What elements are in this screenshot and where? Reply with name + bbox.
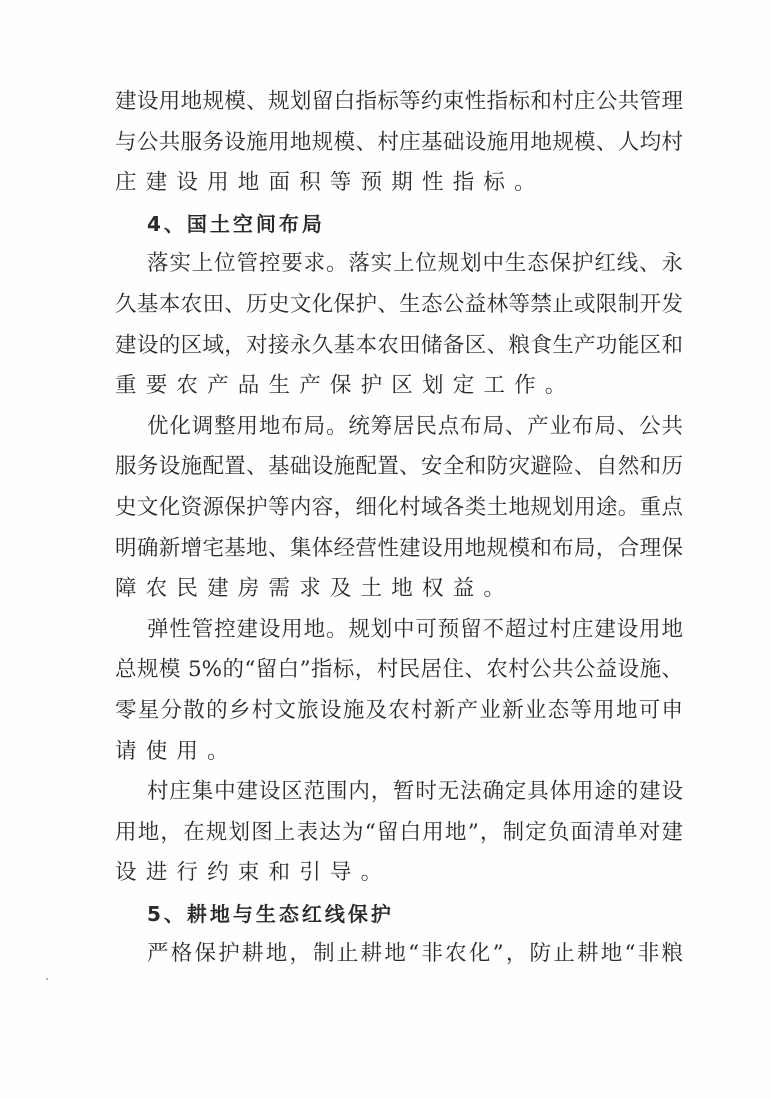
paragraph-line: 重要农产品生产保护区划定工作。 bbox=[115, 373, 576, 399]
paragraph-line: 优化调整用地布局。统筹居民点布局、产业布局、公共 bbox=[147, 413, 683, 439]
paragraph-line: 与公共服务设施用地规模、村庄基础设施用地规模、人均村 bbox=[115, 129, 683, 155]
scan-speck bbox=[46, 978, 48, 980]
paragraph-line: 总规模 5%的“留白”指标，村民居住、农村公共公益设施、 bbox=[115, 657, 683, 683]
paragraph-line: 零星分散的乡村文旅设施及农村新产业新业态等用地可申 bbox=[115, 697, 683, 723]
section-heading-5: 5、耕地与生态红线保护 bbox=[147, 901, 394, 926]
paragraph-line: 明确新增宅基地、集体经营性建设用地规模和布局，合理保 bbox=[115, 535, 683, 561]
paragraph-line: 严格保护耕地，制止耕地“非农化”，防止耕地“非粮 bbox=[147, 941, 683, 967]
document-body bbox=[115, 82, 683, 975]
paragraph-line: 落实上位管控要求。落实上位规划中生态保护红线、永 bbox=[147, 251, 683, 277]
paragraph-line: 庄建设用地面积等预期性指标。 bbox=[115, 170, 545, 196]
paragraph-line: 设进行约束和引导。 bbox=[115, 860, 392, 886]
paragraph-line: 弹性管控建设用地。规划中可预留不超过村庄建设用地 bbox=[147, 616, 683, 642]
paragraph-line: 用地，在规划图上表达为“留白用地”，制定负面清单对建 bbox=[115, 819, 683, 845]
paragraph-line: 村庄集中建设区范围内，暂时无法确定具体用途的建设 bbox=[147, 779, 683, 805]
paragraph-line: 障农民建房需求及土地权益。 bbox=[115, 576, 515, 602]
paragraph-line: 史文化资源保护等内容，细化村域各类土地规划用途。重点 bbox=[115, 494, 683, 520]
paragraph-line: 服务设施配置、基础设施配置、安全和防灾避险、自然和历 bbox=[115, 454, 683, 480]
section-heading-4: 4、国土空间布局 bbox=[147, 211, 325, 236]
paragraph-line: 建设用地规模、规划留白指标等约束性指标和村庄公共管理 bbox=[115, 89, 683, 114]
paragraph-line: 久基本农田、历史文化保护、生态公益林等禁止或限制开发 bbox=[115, 291, 683, 317]
paragraph-line: 请使用。 bbox=[115, 738, 238, 764]
paragraph-line: 建设的区域，对接永久基本农田储备区、粮食生产功能区和 bbox=[115, 332, 683, 358]
